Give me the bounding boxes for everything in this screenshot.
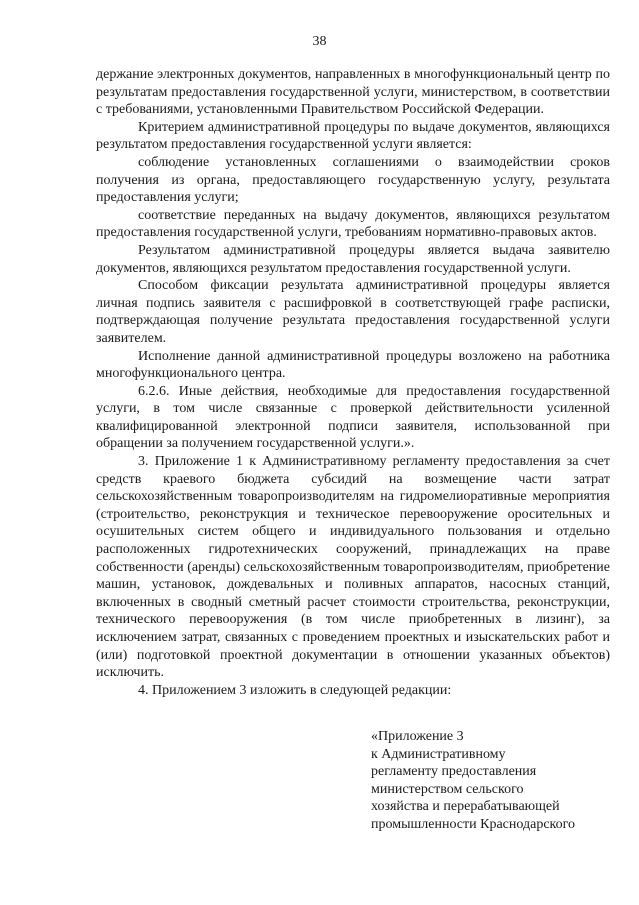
paragraph: Исполнение данной административной процедуры возложено на работника многофункционального центра. xyxy=(96,348,610,382)
paragraph: 4. Приложением 3 изложить в следующей редакции: xyxy=(138,682,452,698)
annex-line: министерством сельского xyxy=(371,781,524,797)
paragraph: держание электронных документов, направленных в многофункциональный центр по результатам предоставления государственной услуги, министерством, в соответствии с требованиями, установленными Правительством Российской Федерации. xyxy=(96,67,610,118)
document-body xyxy=(96,66,610,699)
paragraph: Критерием административной процедуры по выдаче документов, являющихся результатом предоставления государственной услуги является: xyxy=(96,119,610,153)
paragraph: 3. Приложение 1 к Административному регламенту предоставления за счет средств краевого бюджета субсидий на возмещение части затрат сельскохозяйственным товаропроизводителям на гидромелиоративные мероприятия (строительство, реконструкция и техническое перевооружение оросительных и осушительных систем общего и индивидуального пользования и отдельно расположенных гидротехнических сооружений, принадлежащих на праве собственности (аренды) сельскохозяйственным товаропроизводителям, приобретение машин, установок, дождевальных и поливных аппаратов, насосных станций, включенных в сводный сметный расчет стоимости строительства, реконструкции, технического перевооружения (в том числе приобретенных в лизинг), за исключением затрат, связанных с проведением проектных и изыскательских работ и (или) подготовкой проектной документации в отношении указанных объектов) исключить. xyxy=(96,454,610,681)
paragraph: 6.2.6. Иные действия, необходимые для предоставления государственной услуги, в том числе связанные с проверкой действительности усиленной квалифицированной электронной подписи заявителя, использованной при обращении за получением государственной услуги.». xyxy=(96,383,610,452)
page-number: 38 xyxy=(312,34,327,49)
annex-line: регламенту предоставления xyxy=(371,764,537,780)
annex-line: промышленности Краснодарского xyxy=(371,816,576,832)
annex-heading-block xyxy=(371,728,621,834)
paragraph: соответствие переданных на выдачу документов, являющихся результатом предоставления государственной услуги, требованиям нормативно-правовых актов. xyxy=(96,207,610,241)
paragraph: соблюдение установленных соглашениями о взаимодействии сроков получения из органа, предоставляющего государственную услугу, результата предоставления услуги; xyxy=(96,154,610,206)
annex-line: «Приложение 3 xyxy=(371,729,464,744)
paragraph: Способом фиксации результата административной процедуры является личная подпись заявителя с расшифровкой в соответствующей графе расписки, подтверждающая получение результата предоставления государственной услуги заявителем. xyxy=(96,278,610,346)
annex-line: хозяйства и перерабатывающей xyxy=(371,799,560,815)
annex-line: к Административному xyxy=(371,746,506,762)
paragraph: Результатом административной процедуры является выдача заявителю документов, являющихся результатом предоставления государственной услуги. xyxy=(96,242,610,276)
